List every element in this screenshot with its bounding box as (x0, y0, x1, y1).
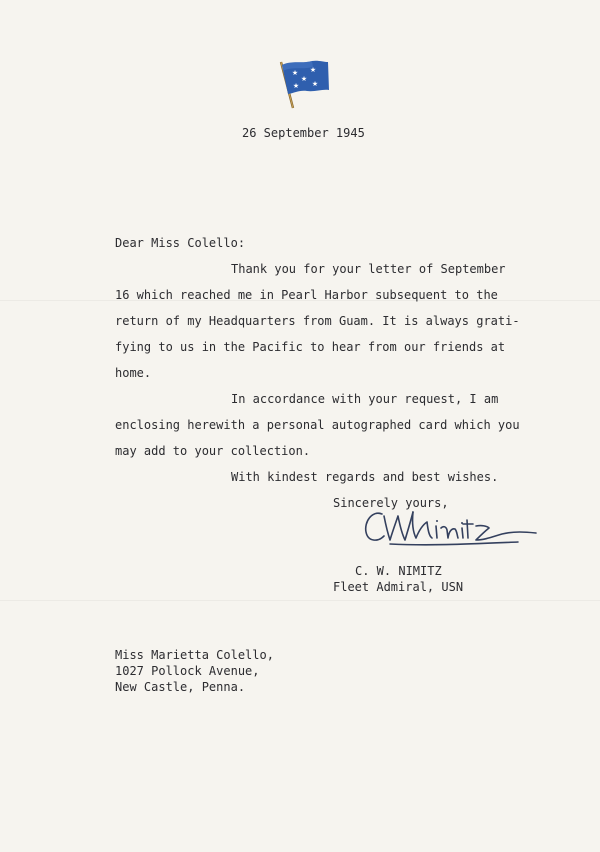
body-line: return of my Headquarters from Guam. It is always grati- (115, 314, 520, 328)
svg-text:★: ★ (311, 80, 319, 88)
body-line: In accordance with your request, I am (231, 392, 499, 406)
signer-title: Fleet Admiral, USN (333, 580, 464, 594)
fold-line (0, 600, 600, 601)
body-line: fying to us in the Pacific to hear from our friends at (115, 340, 506, 354)
salutation: Dear Miss Colello: (115, 236, 246, 250)
svg-text:★: ★ (300, 75, 308, 83)
letter-date: 26 September 1945 (242, 126, 365, 140)
recipient-address-line: 1027 Pollock Avenue, (115, 664, 260, 678)
recipient-address-line: Miss Marietta Colello, (115, 648, 274, 662)
body-line: Thank you for your letter of September (231, 262, 506, 276)
body-line: With kindest regards and best wishes. (231, 470, 499, 484)
svg-text:★: ★ (291, 69, 299, 77)
recipient-address-line: New Castle, Penna. (115, 680, 246, 694)
handwritten-signature (350, 500, 540, 560)
signer-name: C. W. NIMITZ (355, 564, 442, 578)
closing: Sincerely yours, (333, 496, 449, 510)
five-star-flag-icon (268, 56, 334, 112)
svg-text:★: ★ (292, 82, 300, 90)
svg-text:★: ★ (309, 66, 317, 74)
body-line: may add to your collection. (115, 444, 311, 458)
body-line: enclosing herewith a personal autographed card which you (115, 418, 520, 432)
body-line: home. (115, 366, 152, 380)
body-line: 16 which reached me in Pearl Harbor subsequent to the (115, 288, 498, 302)
